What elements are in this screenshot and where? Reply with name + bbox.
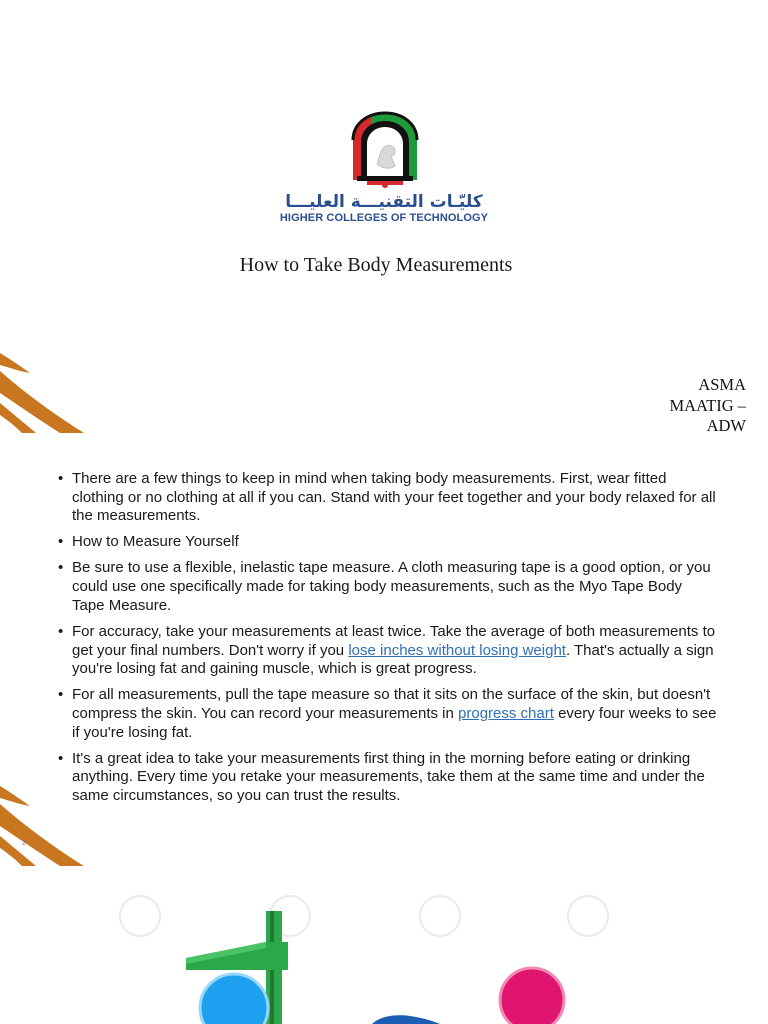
author-name xyxy=(669,375,746,433)
slide-separator xyxy=(0,433,768,445)
bullet-item xyxy=(58,559,718,615)
bullet-item xyxy=(58,623,718,679)
illustration-slide xyxy=(0,866,768,1024)
college-english-name: HIGHER COLLEGES OF TECHNOLOGY xyxy=(279,212,489,224)
bullet-item xyxy=(58,470,718,526)
slide-page-number: 2 xyxy=(22,840,26,847)
orange-swoosh-decoration xyxy=(0,353,90,433)
bullet-text: . That's actually a sign you're losing fat and gaining muscle, which is great progress. xyxy=(72,641,714,678)
bullet-text: How to Measure Yourself xyxy=(72,533,239,551)
bullet-item xyxy=(58,686,718,742)
bullet-text: For all measurements, pull the tape measure so that it sits on the surface of the skin, but doesn't compress the skin. You can record your measurements in xyxy=(72,686,711,722)
author-line: MAATIG – xyxy=(669,395,746,415)
author-line: ADW xyxy=(706,416,746,433)
body-measurement-illustration xyxy=(0,866,768,1024)
bullet-text: every four weeks to see if you're losing fat. xyxy=(72,704,717,741)
bullet-list xyxy=(58,470,718,813)
progress-chart-link[interactable]: progress chart xyxy=(458,704,554,722)
blue-arc xyxy=(372,1015,440,1024)
bullet-text: There are a few things to keep in mind when taking body measurements. First, wear fitted clothing or no clothing at all if you can. Stand with your feet together and your body relaxed for all the measurements. xyxy=(72,470,716,525)
bullet-text: Be sure to use a flexible, inelastic tape measure. A cloth measuring tape is a good option, or you could use one specifically made for taking body measurements, such as the Myo Tape Body Tape Measure. xyxy=(72,559,711,614)
bullet-item xyxy=(58,750,718,806)
lose-inches-link[interactable]: lose inches without losing weight xyxy=(348,641,566,659)
title-slide xyxy=(0,0,768,433)
college-arabic-name: كليّـات التقنيـــة العليـــا xyxy=(285,192,483,212)
bullet-text: It's a great idea to take your measurements first thing in the morning before eating or drinking anything. Every time you retake your measurements, take them at the same time and under the same circumstances, so you can trust the results. xyxy=(72,749,705,805)
presentation-title: How to Take Body Measurements xyxy=(239,254,513,276)
content-slide xyxy=(0,445,768,866)
hct-emblem-logo xyxy=(349,110,421,188)
author-line: ASMA xyxy=(698,375,746,394)
watermark-stamp xyxy=(120,896,608,936)
bullet-item xyxy=(58,533,718,552)
blue-ball xyxy=(200,974,268,1024)
bullet-text: For accuracy, take your measurements at least twice. Take the average of both measurements to get your final numbers. Don't worry if you xyxy=(72,622,716,659)
